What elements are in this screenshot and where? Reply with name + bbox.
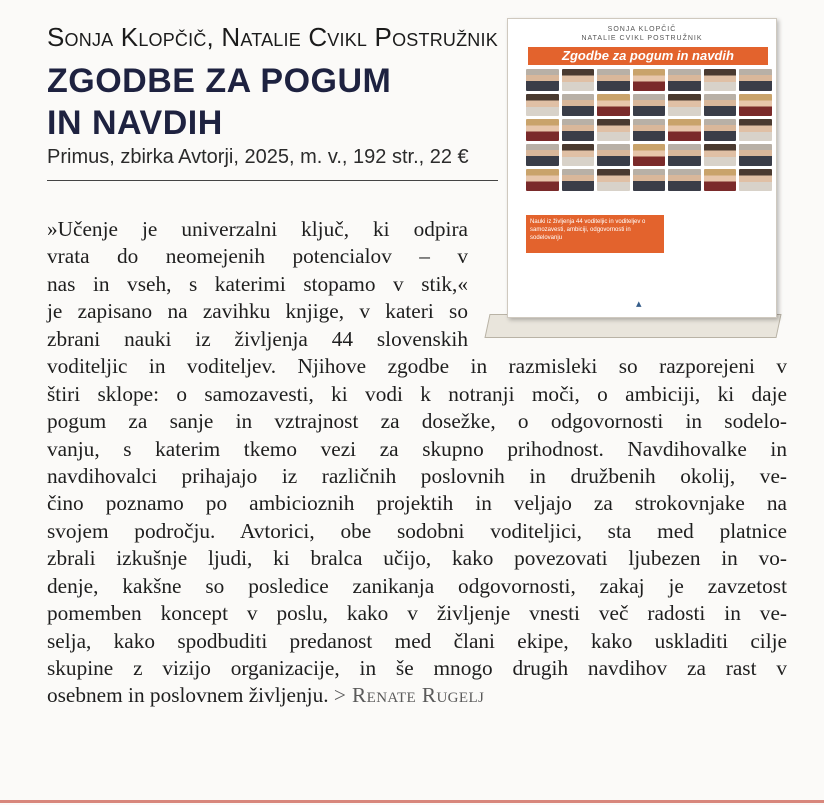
- portrait: [633, 94, 666, 116]
- portrait: [668, 169, 701, 191]
- body-line: čino poznamo po ambicioznih projektih in veljajo za strokovnjake na: [47, 491, 787, 516]
- review-signature: > Renate Rugelj: [333, 683, 485, 708]
- portrait: [633, 119, 666, 141]
- portrait: [562, 119, 595, 141]
- portrait: [526, 119, 559, 141]
- portrait: [597, 69, 630, 91]
- portrait: [526, 169, 559, 191]
- portrait: [739, 169, 772, 191]
- body-line-last: [47, 682, 787, 709]
- portrait: [739, 69, 772, 91]
- divider: [47, 180, 498, 181]
- body-line: vrata do neomejenih potencialov – v: [47, 244, 468, 269]
- body-line: selja, kako spodbuditi predanost med člani ekipe, kako uskladiti cilje: [47, 628, 787, 653]
- portrait-grid: [526, 69, 772, 191]
- body-line: navdihovalci prihajajo iz različnih poslovnih in družbenih okolij, ve-: [47, 463, 787, 488]
- portrait: [562, 94, 595, 116]
- body-line: skupine z vizijo organizacije, in še mnogo drugih navdihov za rast v: [47, 656, 787, 680]
- portrait: [704, 169, 737, 191]
- portrait: [597, 119, 630, 141]
- portrait: [633, 144, 666, 166]
- body-line: voditeljic in voditeljev. Njihove zgodbe in razmisleki so razporejeni v: [47, 354, 787, 379]
- portrait: [668, 94, 701, 116]
- portrait: [739, 94, 772, 116]
- body-line: »Učenje je univerzalni ključ, ki odpira: [47, 217, 468, 241]
- portrait: [633, 69, 666, 91]
- portrait: [597, 169, 630, 191]
- portrait: [562, 69, 595, 91]
- portrait: [739, 144, 772, 166]
- book-title-line-2: IN NAVDIH: [47, 104, 223, 142]
- portrait: [704, 144, 737, 166]
- portrait: [739, 119, 772, 141]
- cover-authors: SONJA KLOPČIČ NATALIE CVIKL POSTRUŽNIK: [581, 26, 703, 42]
- publisher-logo-icon: ▴: [636, 298, 642, 310]
- body-line: je zapisano na zavihku knjige, v kateri so: [47, 299, 468, 324]
- book-title-line-1: ZGODBE ZA POGUM: [47, 62, 392, 100]
- review-body: [47, 216, 787, 710]
- portrait: [633, 169, 666, 191]
- portrait: [704, 69, 737, 91]
- portrait: [668, 119, 701, 141]
- body-line: zbrali izkušnje ljudi, ki bralca učijo, kako povezovati ljubezen in vo-: [47, 546, 787, 571]
- book-title: [47, 60, 391, 144]
- portrait: [526, 94, 559, 116]
- cover-title: Zgodbe za pogum in navdih: [528, 47, 768, 65]
- portrait: [562, 169, 595, 191]
- portrait: [562, 144, 595, 166]
- body-line: denje, kakšne so posledice zanikanja odgovornosti, zakaj je zavzetost: [47, 573, 787, 598]
- body-line: vanju, s katerim tkemo vezi za skupno prihodnost. Navdihovalke in: [47, 436, 787, 461]
- body-line-text: osebnem in poslovnem življenju.: [47, 683, 329, 708]
- body-line: pomemben koncept v poslu, kako v življenje vnesti več radosti in ve-: [47, 601, 787, 626]
- body-line: pogum za sanje in vztrajnost za dosežke, o odgovornosti in sodelo-: [47, 409, 787, 434]
- cover-tagline: Nauki iz življenja 44 voditeljic in voditeljev o samozavesti, ambiciji, odgovornosti in sodelovanju: [526, 215, 664, 253]
- publication-info: Primus, zbirka Avtorji, 2025, m. v., 192 str., 22 €: [47, 146, 469, 168]
- body-line: svojem področju. Avtorici, obe sodobni voditeljici, sta med platnice: [47, 518, 787, 543]
- body-line: nas in vseh, s katerimi stopamo v stik,«: [47, 271, 468, 296]
- body-line: štiri sklope: o samozavesti, ki vodi k notranji moči, o ambiciji, ki daje: [47, 381, 787, 406]
- portrait: [668, 69, 701, 91]
- portrait: [526, 144, 559, 166]
- book-authors: Sonja Klopčič, Natalie Cvikl Postružnik: [47, 22, 498, 52]
- portrait: [704, 119, 737, 141]
- body-line: zbrani nauki iz življenja 44 slovenskih: [47, 326, 468, 351]
- bottom-rule: [0, 800, 824, 803]
- portrait: [597, 144, 630, 166]
- portrait: [668, 144, 701, 166]
- portrait: [597, 94, 630, 116]
- portrait: [526, 69, 559, 91]
- portrait: [704, 94, 737, 116]
